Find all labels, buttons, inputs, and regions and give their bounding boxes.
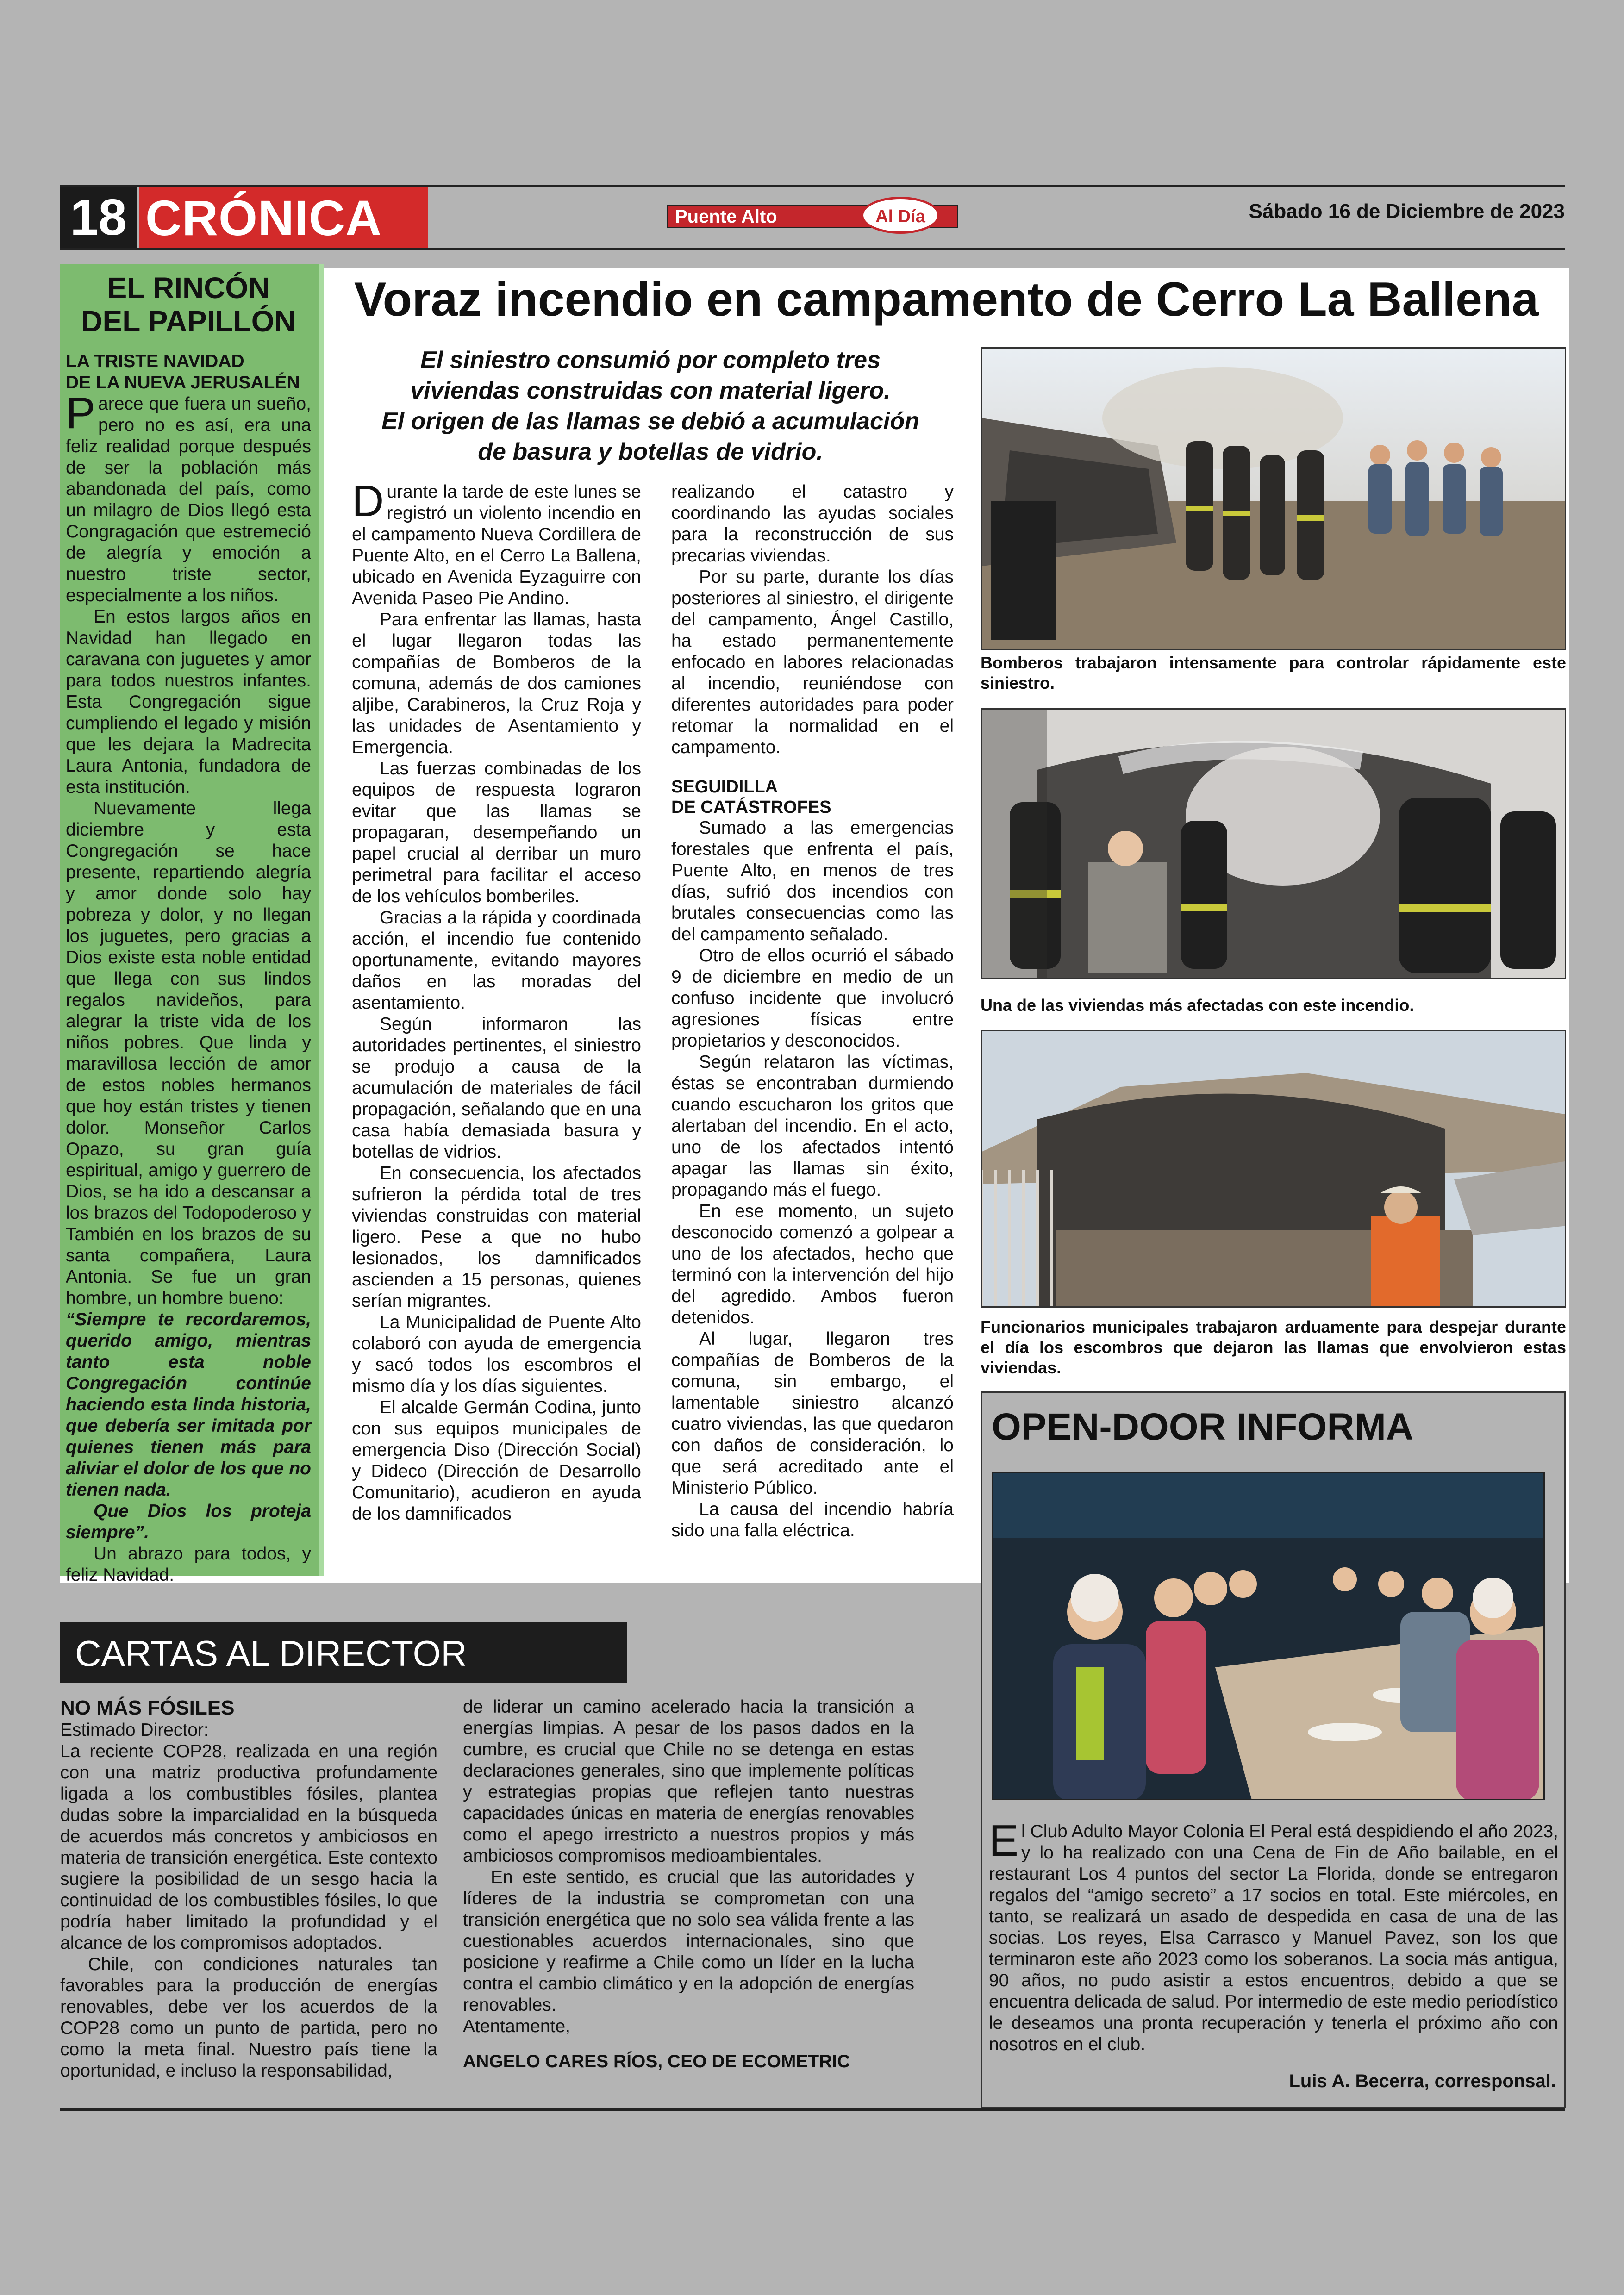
photo-debris-cleanup (981, 1030, 1566, 1308)
header-bottom-rule (60, 248, 1565, 250)
cartas-salutation: Estimado Director: (60, 1720, 209, 1740)
rincon-subtitle: LA TRISTE NAVIDAD DE LA NUEVA JERUSALÉN (66, 351, 300, 393)
footer-rule (60, 2108, 1565, 2111)
logo-badge: Al Día (861, 197, 940, 234)
cartas-column-1: NO MÁS FÓSILES Estimado Director: La reciente COP28, realizada en una región con una matriz productiva profundamente ligada a los combustibles fósiles, plantea dudas sobre la imparcialidad en la búsqueda de acuerdos más concretos y ambiciosos en materia de transición energética. Este contexto sugiere la posibilidad de un sesgo hacia la continuidad de los combustibles fósiles, lo que podría haber limitado la profundidad y el alcance de los compromisos adoptados. Chile, con condiciones naturales tan favorables para la producción de energías renovables, debe ver los acuerdos de la COP28 como un punto de partida, pero no como la meta final. Nuestro país tiene la oportunidad, e incluso la responsabilidad, (60, 1696, 437, 2081)
newspaper-logo (667, 197, 958, 234)
opendoor-signature: Luis A. Becerra, corresponsal. (1289, 2071, 1556, 2091)
cartas-column-2: de liderar un camino acelerado hacia la transición a energías limpias. A pesar de los pasos dados en la cumbre, es crucial que Chile no se detenga en estas declaraciones generales, sino que implemente políticas y estrategias propias que reflejen tanto nuestras capacidades únicas en materia de energías renovables como el apego irrestricto a nuestros propios y más ambiciosos compromisos medioambientales. En este sentido, es crucial que las autoridades y líderes de la industria se comprometan con una transición energética que no solo sea válida frente a las cuestionables acuerdos internacionales, sino que posicione y reafirme a Chile como un líder en la lucha contra el cambio climático y en la adopción de energías renovables. Atentamente, ANGELO CARES RÍOS, CEO DE ECOMETRIC (463, 1697, 914, 2071)
cartas-banner: CARTAS AL DIRECTOR (60, 1622, 627, 1683)
photo-burned-house (981, 708, 1566, 979)
cartas-signature: ANGELO CARES RÍOS, CEO DE ECOMETRIC (463, 2052, 850, 2071)
photo-firefighters (981, 347, 1566, 650)
article-deck: El siniestro consumió por completo tres viviendas construidas con material ligero. El origen de las llamas se debió a acumulación de basura y botellas de vidrio. (381, 347, 919, 465)
section-label: CRÓNICA (145, 190, 382, 246)
issue-date: Sábado 16 de Diciembre de 2023 (1249, 200, 1565, 223)
caption-debris-cleanup: Funcionarios municipales trabajaron arduamente para despejar durante el día los escombros que dejaron las llamas que envolvieron estas viviendas. (981, 1317, 1566, 1377)
opendoor-body: El Club Adulto Mayor Colonia El Peral está despidiendo el año 2023, y lo ha realizado con una Cena de Fin de Año bailable, en el restaurant Los 4 puntos del sector La Florida, donde se entregaron regalos del “amigo secreto” a 17 socios en total. Este miércoles, en tanto, se realizará un asado de despedida en casa de una de las socias. Los reyes, Elsa Carrasco y Manuel Pavez, son los que terminaron este año 2023 como los soberanos. La socia más antigua, 90 años, no pudo asistir a estos encuentros, debido a que se encuentra delicada de salud. Por intermedio de este medio periodístico le deseamos una pronta recuperación y tenerla el próximo año con nosotros en el club. (989, 1816, 1558, 2054)
cartas-closing: Atentamente, (463, 2016, 570, 2036)
opendoor-box (981, 1391, 1566, 2108)
cartas-title: NO MÁS FÓSILES (60, 1696, 235, 1719)
rincon-dropcap: P (66, 388, 96, 438)
logo-text: Puente Alto (675, 206, 777, 227)
page-number-box (60, 187, 137, 248)
caption-firefighters: Bomberos trabajaron intensamente para controlar rápidamente este siniestro. (981, 653, 1566, 692)
photo-club-dinner (992, 1472, 1545, 1800)
opendoor-dropcap: E (989, 1816, 1019, 1865)
rincon-title: EL RINCÓN DEL PAPILLÓN (81, 271, 296, 338)
article-subhead: SEGUIDILLA DE CATÁSTROFES (671, 777, 831, 817)
page-number: 18 (70, 189, 127, 246)
article-headline: Voraz incendio en campamento de Cerro La Ballena (354, 273, 1539, 326)
article-column-1: Durante la tarde de este lunes se registró un violento incendio en el campamento Nueva Cordillera de Puente Alto, en el Cerro La Ballena, ubicado en Avenida Eyzaguirre con Avenida Paseo Pie Andino. Para enfrentar las llamas, hasta el lugar llegaron todas las compañías de Bomberos de la comuna, además de dos camiones aljibe, Carabineros, la Cruz Roja y las unidades de Asentamiento y Emergencia. Las fuerzas combinadas de los equipos de respuesta lograron evitar que las llamas se propagaran, desempeñando un papel crucial al derribar un muro perimetral para facilitar el acceso de los vehículos bomberiles. Gracias a la rápida y coordinada acción, el incendio fue contenido oportunamente, evitando mayores daños en las moradas del asentamiento. Según informaron las autoridades pertinentes, el siniestro se produjo a causa de la acumulación de materiales de fácil propagación, señalando que en una casa había demasiada basura y botellas de vidrios. En consecuencia, los afectados sufrieron la pérdida total de tres viviendas construidas con material ligero. Pese a que no hubo lesionados, los damnificados ascienden a 15 personas, quienes serían migrantes. La Municipalidad de Puente Alto colaboró con ayuda de emergencia y sacó todos los escombros el mismo día y los días siguientes. El alcalde Germán Codina, junto con sus equipos municipales de emergencia Diso (Dirección Social) y Dideco (Dirección de Desarrollo Comunitario), acudieron en ayuda de los damnificados (352, 476, 641, 1524)
section-label-box (139, 187, 428, 248)
rincon-body: Parece que fuera un sueño, pero no es así, era una feliz realidad porque después de ser la población más abandonada del país, como un milagro de Dios llegó esta Congragación que estremeció de alegría y emoción a nuestro triste sector, especialmente a los niños. En estos largos años en Navidad han llegado en caravana con juguetes y amor para todos nuestros infantes. Esta Congregación sigue cumpliendo el legado y misión que les dejara la Madrecita Laura Antonia, fundadora de esta institución. Nuevamente llega diciembre y esta Congregación se hace presente, repartiendo alegría y amor donde solo hay pobreza y dolor, y no llegan los juguetes, pero gracias a Dios existe esta noble entidad que llega con sus lindos regalos navideños, para alegrar la triste vida de los niños pobres. Que linda y maravillosa lección de amor de estos nobles hermanos que hoy están tristes y tienen dolor. Monseñor Carlos Opazo, su gran guía espiritual, amigo y guerrero de Dios, se ha ido a descansar a los brazos del Todopoderoso y También en los brazos de su santa compañera, Laura Antonia. Se fue un gran hombre, un hombre bueno: “Siempre te recordaremos, querido amigo, mientras tanto esta noble Congregación continúe haciendo esta linda historia, que debería ser imitada por quienes tienen más para aliviar el dolor de los que no tienen nada. Que Dios los proteja siempre”. Un abrazo para todos, y feliz Navidad. (66, 388, 311, 1585)
article-column-2: realizando el catastro y coordinando las ayudas sociales para la reconstrucción de sus precarias viviendas. Por su parte, durante los días posteriores al siniestro, el dirigente del campamento, Ángel Castillo, ha estado permanentemente enfocado en labores relacionadas al incendio, reuniéndose con diferentes autoridades para poder retomar la normalidad en el campamento. SEGUIDILLA DE CATÁSTROFES Sumado a las emergencias forestales que enfrenta el país, Puente Alto, en menos de tres días, sufrió dos incendios con brutales consecuencias como las del campamento señalado. Otro de ellos ocurrió el sábado 9 de diciembre en medio de un confuso incidente que involucró agresiones físicas entre propietarios y desconocidos. Según relataron las víctimas, éstas se encontraban durmiendo cuando escucharon los gritos que alertaban del incendio. En el acto, uno de los afectados intentó apagar las llamas sin éxito, propagando más el fuego. En ese momento, un sujeto desconocido comenzó a golpear a uno de los afectados, hecho que terminó con la intervención del hijo del agredido. Ambos fueron detenidos. Al lugar, llegaron tres compañías de Bomberos de la comuna, sin embargo, el lamentable siniestro alcanzó cuatro viviendas, las que quedaron con daños de consideración, lo que será acreditado ante el Ministerio Público. La causa del incendio habría sido una falla eléctrica. (671, 482, 954, 1540)
rincon-column (60, 264, 324, 1585)
article-dropcap: D (352, 476, 384, 526)
opendoor-title: OPEN-DOOR INFORMA (992, 1406, 1414, 1448)
caption-burned-house: Una de las viviendas más afectadas con este incendio. (981, 996, 1414, 1015)
